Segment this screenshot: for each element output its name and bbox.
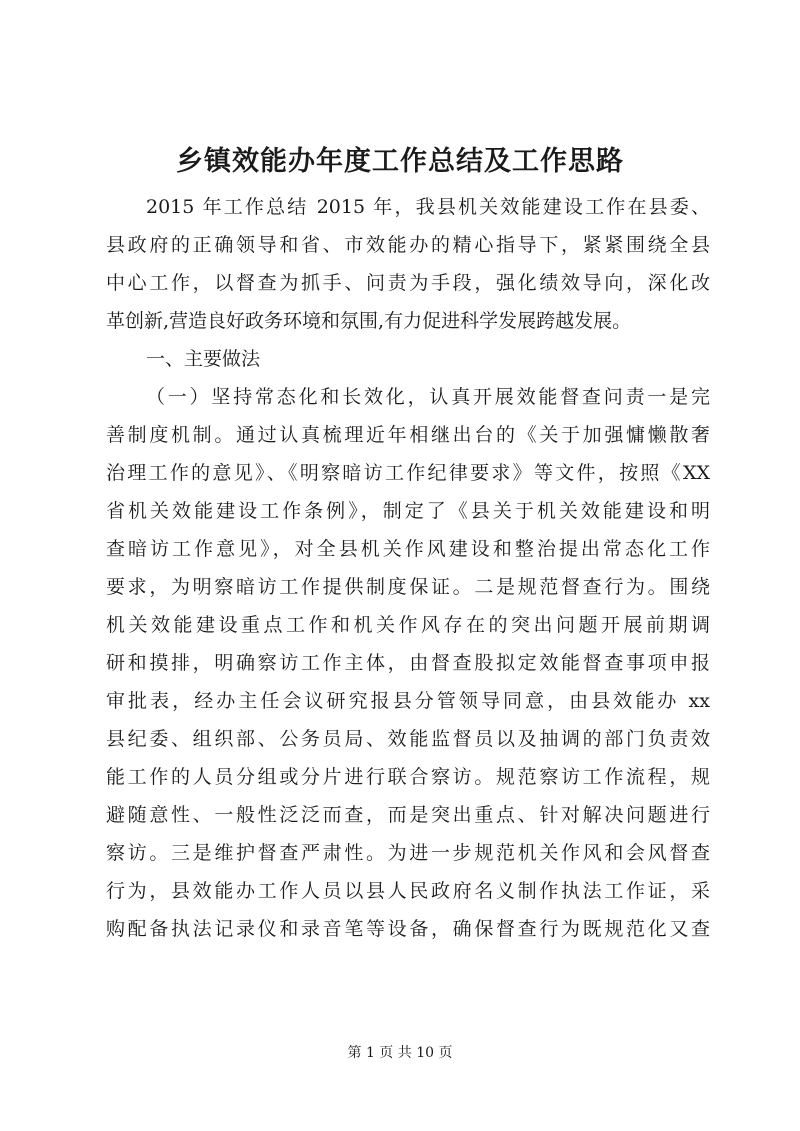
document-title: 乡镇效能办年度工作总结及工作思路 [176, 146, 624, 177]
paragraph-line: 机关效能建设重点工作和机关作风存在的突出问题开展前期调 [106, 614, 710, 636]
paragraph-line: 行为，县效能办工作人员以县人民政府名义制作执法工作证，采 [106, 880, 710, 902]
paragraph-line: 2015 年工作总结 2015 年，我县机关效能建设工作在县委、 [146, 196, 710, 218]
section-heading: 一、主要做法 [146, 348, 261, 370]
paragraph-line: 善制度机制。通过认真梳理近年相继出台的《关于加强慵懒散奢 [106, 424, 710, 446]
paragraph-line: 中心工作，以督查为抓手、问责为手段，强化绩效导向，深化改 [106, 272, 710, 294]
paragraph-line: 治理工作的意见》、《明察暗访工作纪律要求》等文件，按照《XX [106, 462, 710, 484]
paragraph-line: 省机关效能建设工作条例》，制定了《县关于机关效能建设和明 [106, 500, 710, 522]
paragraph-line: 县政府的正确领导和省、市效能办的精心指导下，紧紧围绕全县 [106, 234, 710, 256]
paragraph-line: 购配备执法记录仪和录音笔等设备，确保督查行为既规范化又查 [106, 918, 710, 940]
paragraph-line: （一）坚持常态化和长效化，认真开展效能督查问责一是完 [146, 386, 710, 408]
page-number-footer: 第 1 页 共 10 页 [347, 1045, 453, 1061]
paragraph-line: 审批表，经办主任会议研究报县分管领导同意，由县效能办 xx [106, 690, 710, 712]
paragraph-line: 革创新,营造良好政务环境和氛围,有力促进科学发展跨越发展。 [106, 310, 632, 332]
paragraph-line: 能工作的人员分组或分片进行联合察访。规范察访工作流程，规 [106, 766, 710, 788]
paragraph-line: 要求，为明察暗访工作提供制度保证。二是规范督查行为。围绕 [106, 576, 710, 598]
document-body [106, 188, 710, 948]
paragraph-line: 查暗访工作意见》，对全县机关作风建设和整治提出常态化工作 [106, 538, 710, 560]
paragraph-line: 研和摸排，明确察访工作主体，由督查股拟定效能督查事项申报 [106, 652, 710, 674]
paragraph-line: 避随意性、一般性泛泛而查，而是突出重点、针对解决问题进行 [106, 804, 710, 826]
paragraph-line: 县纪委、组织部、公务员局、效能监督员以及抽调的部门负责效 [106, 728, 710, 750]
paragraph-line: 察访。三是维护督查严肃性。为进一步规范机关作风和会风督查 [106, 842, 710, 864]
